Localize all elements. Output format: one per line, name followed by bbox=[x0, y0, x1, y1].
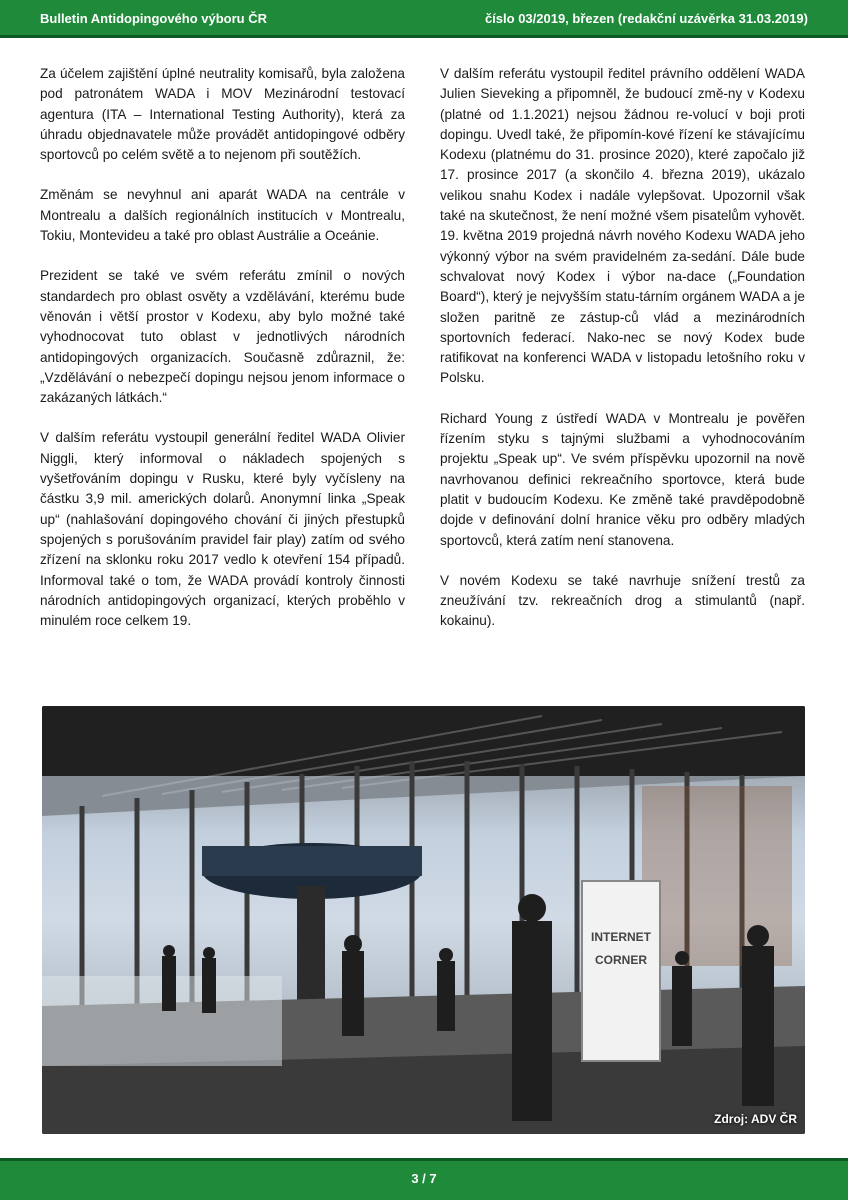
page-footer bbox=[0, 1158, 848, 1200]
text-column-left bbox=[40, 64, 405, 651]
issue-info: číslo 03/2019, březen (redakční uzávěrka 31.03.2019) bbox=[484, 11, 808, 26]
paragraph: Za účelem zajištění úplné neutrality komisařů, byla založena pod patronátem WADA i MOV Mezinárodní testovací agentura (ITA – International Testing Authority), která za úhradu objednavatele může provádět antidopingové odběry sportovců po celém světě a to nejenom při soutěžích. bbox=[40, 66, 405, 163]
sign-text-line1: INTERNET bbox=[591, 930, 651, 944]
text-column-right bbox=[440, 64, 805, 652]
paragraph: Změnám se nevyhnul ani aparát WADA na centrále v Montrealu a dalších regionálních institucích v Montrealu, Tokiu, Montevideu a také pro oblast Austrálie a Oceánie. bbox=[40, 187, 405, 244]
page-header bbox=[0, 0, 848, 38]
paragraph: Prezident se také ve svém referátu zmínil o nových standardech pro oblast osvěty a vzdělávání, kterému bude věnován i větší prostor v Kodexu, aby bylo možné také vyhodnocovat tuto oblast v jednotlivých národních antidopingových organizacích. Současně zdůraznil, že: „Vzdělávání o nebezpečí dopingu nejsou jenom informace o zakázaných látkách.“ bbox=[40, 268, 405, 406]
paragraph: Richard Young z ústředí WADA v Montrealu je pověřen řízením styku s tajnými službami a vyhodnocováním projektu „Speak up“. Ve svém příspěvku upozornil na nově navrhovanou definici rekreačního sportovce, která bude platit v budoucím Kodexu. Ke změně také pravděpodobně dojde v definování dolní hranice věku pro odběry mladých sportovců, která zatím není stanovena. bbox=[440, 410, 805, 548]
photo-credit: Zdroj: ADV ČR bbox=[714, 1112, 797, 1126]
paragraph: V dalším referátu vystoupil generální ředitel WADA Olivier Niggli, který informoval o nákladech spojených s vyšetřováním dopingu v Rusku, které byly vyčísleny na částku 3,9 mil. amerických dolarů. Anonymní linka „Speak up“ (nahlašování dopingového chování či jiných přestupků spojených s porušováním pravidel fair play) zatím od svého zřízení na sklonku roku 2017 vedlo k otevření 154 případů. Informoval také o tom, že WADA provádí kontroly činnosti národních antidopingových organizací, kterých proběhlo v minulém roce celkem 19. bbox=[40, 430, 405, 629]
conference-hall-photo bbox=[42, 706, 805, 1134]
paragraph: V novém Kodexu se také navrhuje snížení trestů za zneužívání tzv. rekreačních drog a stimulantů (např. kokainu). bbox=[440, 572, 805, 629]
photo-illustration bbox=[42, 706, 805, 1134]
sign-text-line2: CORNER bbox=[594, 953, 648, 967]
paragraph: V dalším referátu vystoupil ředitel právního oddělení WADA Julien Sieveking a připomněl, že budoucí změ-ny v Kodexu (platné od 1.1.2021) nejsou žádnou re-volucí v boji proti dopingu. Uvedl také, že připomín-kové řízení ke stávajícímu Kodexu (platnému do 31. prosince 2020), které započalo již 17. prosince 2017 (a skončilo 4. března 2019), ukázalo velikou snahu Kodex i nadále vylepšovat. Upozornil však také na skutečnost, že není možné všem pisatelům vyhovět. 19. května 2019 projedná návrh nového Kodexu WADA jeho výkonný výbor na svém pravidelném za-sedání. Dále bude schvalovat nový Kodex i výbor na-dace („Foundation Board“), který je nejvyšším statu-tárním orgánem WADA a je složen paritně ze zástup-ců vlád a mezinárodních sportovních federací. Nako-nec se nový Kodex bude ratifikovat na konferenci WADA v listopadu letošního roku v Polsku. bbox=[440, 66, 805, 386]
page-number: 3 / 7 bbox=[411, 1171, 437, 1186]
bulletin-title: Bulletin Antidopingového výboru ČR bbox=[40, 11, 268, 26]
